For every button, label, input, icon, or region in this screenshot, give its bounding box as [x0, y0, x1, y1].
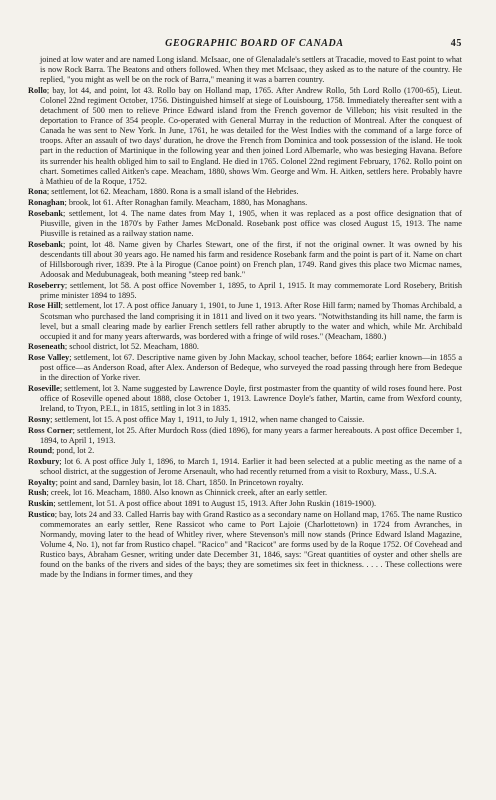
entry-headword: Rosebank — [28, 239, 64, 249]
gazetteer-entry — [28, 499, 462, 509]
gazetteer-entry — [28, 415, 462, 425]
entry-text: ; pond, lot 2. — [51, 446, 95, 456]
entry-text: ; bay, lot 44, and point, lot 43. Rollo bay on Holland map, 1765. After Andrew Rollo, 5th Lord Rollo (1700-65), Lieut. Colonel 22nd regiment October, 1756. Distinguished himself at siege of Louisbourg, 1758. Immediately thereafter sent with a detachment of 500 men to relieve Prince Edward island from the French governor de Villebon; his visit resulted in the deportation to France of 354 people. Co-operated with General Murray in the reduction of Montreal. After the conquest of Canada he was sent to New York. In June, 1761, he was detailed for the West Indies with the command of a large force of troops. After an assault of two days' duration, he drove the French from Dominica and took possession of the island. He took part in the reduction of Martinique in the following year and then joined Lord Albemarle, who was besieging Havana. Before its surrender his health obliged him to sail to England. He died in 1765. Colonel 22nd regiment February, 1762. Rollo point on chart. Sometimes called Aitken's cape. Meacham, 1880, shows Wm. George and Wm. H. Aitken, settlers here. Probably havre à Mathieu of de la Roque, 1752. — [40, 85, 462, 186]
entry-headword: Royalty — [28, 477, 56, 487]
entry-headword: Roseberry — [28, 280, 65, 290]
running-header — [28, 38, 462, 55]
entry-text: ; settlement, lot 3. Name suggested by Lawrence Doyle, first postmaster from the quantity of wild roses found here. Post office of Roseville opened about 1888, close October 1, 1913. Lawrence Doyle's father, Martin, came from Wexford county, Ireland, to Tryon, P.E.I., in 1815, settling in lot 3 in 1835. — [40, 383, 462, 414]
entry-text: ; settlement, lot 58. A post office November 1, 1895, to April 1, 1915. It may commemorate Lord Rosebery, British prime minister 1894 to 1895. — [40, 280, 462, 300]
entry-headword: Roxbury — [28, 456, 60, 466]
gazetteer-entry — [28, 86, 462, 187]
entry-headword: Rosebank — [28, 208, 64, 218]
entry-headword: Rustico — [28, 509, 55, 519]
page-number: 45 — [450, 38, 462, 49]
entry-headword: Rosny — [28, 414, 51, 424]
gazetteer-entry — [28, 457, 462, 477]
running-title: GEOGRAPHIC BOARD OF CANADA — [165, 38, 344, 49]
gazetteer-entry — [28, 240, 462, 280]
gazetteer-entry — [28, 384, 462, 414]
entry-text: ; bay, lots 24 and 33. Called Harris bay with Grand Rastico as a secondary name on Holland map, 1765. The name Rustico commemorates an early settler, Rene Rassicot who came to Port Lajoie (Charlottetown) in 1724 from Avranches, in Normandy, moving later to the head of Whitley river, where Stevenson's mill now stands (Prince Edward Island Magazine, Volume 4, No. 1), not far from Rustico chapel. "Racico" and "Racicot" are forms used by de la Roque 1752. Of Covehead and Rustico bays, Abraham Gesner, writing under date December 31, 1846, says: "Great quantities of oyster and other shells are found on the banks of the rivers and sides of the bays; they are sometimes six feet in thickness. . . . . These collections were made by the Indians in former times, and they — [40, 509, 462, 580]
entry-headword: Roseville — [28, 383, 60, 393]
gazetteer-entry — [28, 55, 462, 85]
entry-headword: Rollo — [28, 85, 47, 95]
entry-headword: Rose Hill — [28, 301, 61, 311]
gazetteer-entry — [28, 426, 462, 446]
entry-headword: Roseneath — [28, 342, 65, 352]
entry-text: ; settlement, lot 17. A post office January 1, 1901, to June 1, 1913. After Rose Hill farm; named by Thomas Archibald, a Scotsman who purchased the land comprising it in 1811 and lived on it two years. "Notwithstanding its hill name, the farm is level, but a small clearing made by earlier French settlers fell rather abruptly to the water and which, while Mr. Archibald occupied it and for many years afterwards, was bordered with a fringe of wild roses." (Meacham, 1880.) — [40, 301, 462, 341]
gazetteer-entry — [28, 478, 462, 488]
entry-text: ; brook, lot 61. After Ronaghan family. Meacham, 1880, has Monaghans. — [64, 198, 308, 208]
gazetteer-entry — [28, 342, 462, 352]
gazetteer-entry — [28, 209, 462, 239]
gazetteer-entry — [28, 198, 462, 208]
entry-headword: Ronaghan — [28, 198, 65, 208]
entry-text: ; settlement, lot 51. A post office about 1891 to August 15, 1913. After John Ruskin (1819-1900). — [53, 499, 377, 509]
gazetteer-entry — [28, 510, 462, 581]
gazetteer-entry — [28, 353, 462, 383]
gazetteer-entry — [28, 301, 462, 341]
entry-text: ; settlement, lot 62. Meacham, 1880. Rona is a small island of the Hebrides. — [46, 187, 299, 197]
entry-headword: Rush — [28, 488, 47, 498]
entry-headword: Rona — [28, 187, 47, 197]
entry-text: ; settlement, lot 4. The name dates from May 1, 1905, when it was replaced as a post office designation that of Piusville, given in the 1870's by Father James McDonald. Rosebank post office was closed August 15, 1913. The name Piusville is retained as a railway station name. — [40, 208, 462, 238]
gazetteer-entries — [28, 55, 462, 580]
gazetteer-entry — [28, 281, 462, 301]
entry-text: ; point, lot 48. Name given by Charles Stewart, one of the first, if not the original owner. It was owned by his descendants till about 30 years ago. He named his farm and residence Rosebank farm and the point is part of it. Name on chart of Hillsborough river, 1839. Pte à la Pirogue (Canoe point) on French plan, 1749. Rand gives this place two Micmac names, Adoosak and Medubunageak, both meaning "steep red bank." — [40, 239, 462, 279]
gazetteer-entry — [28, 488, 462, 498]
gazetteer-entry — [28, 187, 462, 197]
entry-text: ; lot 6. A post office July 1, 1896, to March 1, 1914. Earlier it had been selected at a public meeting as the name of a school district, at the suggestion of Jerome Arsenault, who had recently returned from a visit to Roxbury, Mass., U.S.A. — [40, 456, 462, 477]
entry-text: joined at low water and are named Long island. McIsaac, one of Glenaladale's settlers at Tracadie, moved to East point to what is now Rock Barra. The Beatons and others followed. When they met McIsaac, they asked as to the nature of the country. He replied, "you might as well be on the rock of Barra," meaning it was a barren country. — [40, 55, 462, 85]
entry-headword: Round — [28, 446, 52, 456]
entry-text: ; settlement, lot 67. Descriptive name given by John Mackay, school teacher, before 1864; earlier known—in 1855 a post office—as Anderson Road, after Alex. Anderson of Bedeque, who surveyed the road passing through here from Bedeque in the direction of Yorke river. — [40, 353, 462, 383]
entry-headword: Rose Valley — [28, 353, 70, 363]
entry-text: ; school district, lot 52. Meacham, 1880. — [64, 342, 199, 352]
entry-text: ; settlement, lot 15. A post office May 1, 1911, to July 1, 1912, when name changed to Caissie. — [50, 414, 365, 424]
entry-text: ; creek, lot 16. Meacham, 1880. Also known as Chinnick creek, after an early settler. — [46, 488, 328, 498]
entry-headword: Ross Corner — [28, 425, 73, 435]
entry-text: ; settlement, lot 25. After Murdoch Ross (died 1896), for many years a farmer hereabouts. A post office December 1, 1894, to April 1, 1913. — [40, 425, 462, 445]
entry-headword: Ruskin — [28, 499, 54, 509]
entry-text: ; point and sand, Darnley basin, lot 18. Chart, 1850. In Princetown royalty. — [55, 477, 304, 487]
gazetteer-entry — [28, 446, 462, 456]
